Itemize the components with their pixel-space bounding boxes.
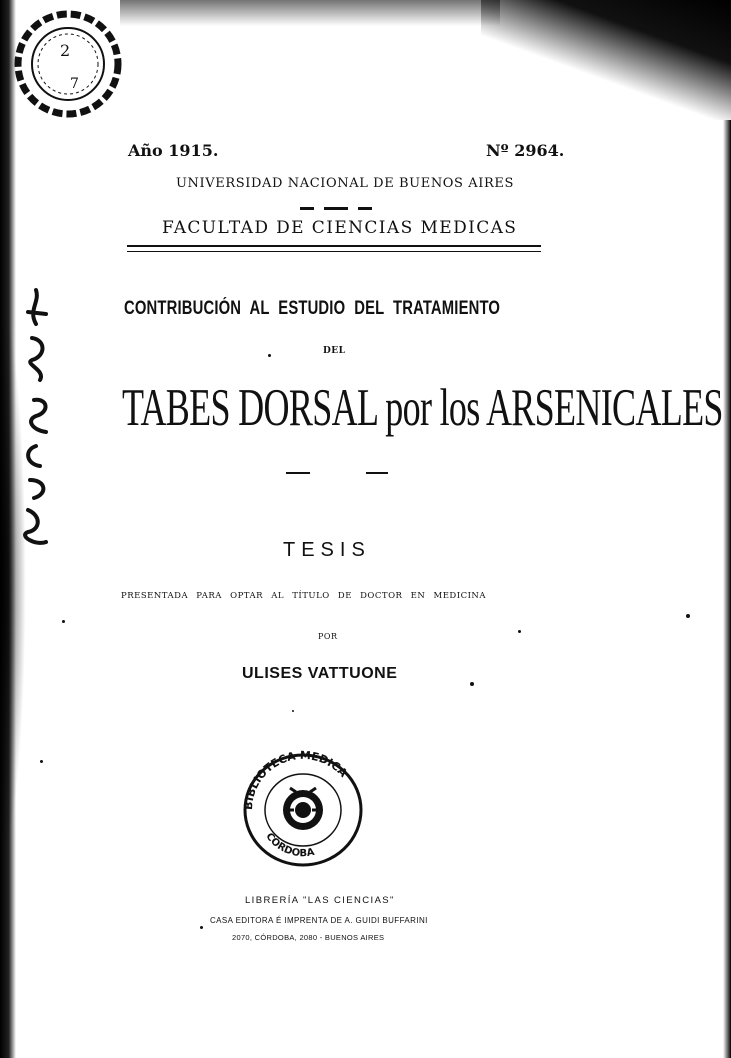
title-line-1: CONTRIBUCIÓN AL ESTUDIO DEL TRATAMIENTO <box>124 298 501 319</box>
by-label: POR <box>318 632 338 641</box>
thesis-subtitle: PRESENTADA PARA OPTAR AL TÍTULO DE DOCTOR EN MEDICINA <box>121 591 487 601</box>
scan-speck <box>268 354 271 357</box>
scan-top-shadow <box>120 0 500 26</box>
thesis-label: TESIS <box>283 539 371 561</box>
scan-speck <box>470 682 474 686</box>
title-connector: DEL <box>323 346 346 356</box>
svg-text:7: 7 <box>70 76 79 92</box>
stamp-bottom-text: CÓRDOBA <box>263 831 316 860</box>
stamp-top-text: BIBLIOTECA MEDICA <box>241 748 350 811</box>
scan-speck <box>200 926 203 929</box>
scan-speck <box>62 620 65 623</box>
handwritten-annotation <box>6 280 76 560</box>
title-rule-right <box>366 472 388 474</box>
scan-speck <box>686 614 690 618</box>
faculty-name: FACULTAD DE CIENCIAS MEDICAS <box>162 218 518 238</box>
thesis-number: Nº 2964. <box>486 141 565 160</box>
ornament-dashes <box>300 207 372 211</box>
header-rule-thin <box>127 251 541 252</box>
scan-right-edge <box>723 120 731 1058</box>
publisher-line-2: CASA EDITORA É IMPRENTA DE A. GUIDI BUFFARINI <box>210 916 428 925</box>
year-label: Año 1915. <box>128 141 219 160</box>
scan-speck <box>40 760 43 763</box>
title-rule-left <box>286 472 310 474</box>
university-name: UNIVERSIDAD NACIONAL DE BUENOS AIRES <box>176 176 514 191</box>
title-line-2: TABES DORSAL por los ARSENICALES <box>122 379 723 437</box>
scan-speck <box>518 630 521 633</box>
library-stamp-icon <box>238 748 368 870</box>
scan-top-right-corner <box>481 0 731 120</box>
scan-speck <box>292 710 294 712</box>
header-rule <box>127 245 541 247</box>
seal-stamp-icon <box>12 8 124 120</box>
svg-text:2: 2 <box>60 41 71 60</box>
publisher-address: 2070, CÓRDOBA, 2080 - BUENOS AIRES <box>232 933 385 942</box>
author-name: ULISES VATTUONE <box>242 665 398 682</box>
publisher-name: LIBRERÍA "LAS CIENCIAS" <box>245 895 395 906</box>
